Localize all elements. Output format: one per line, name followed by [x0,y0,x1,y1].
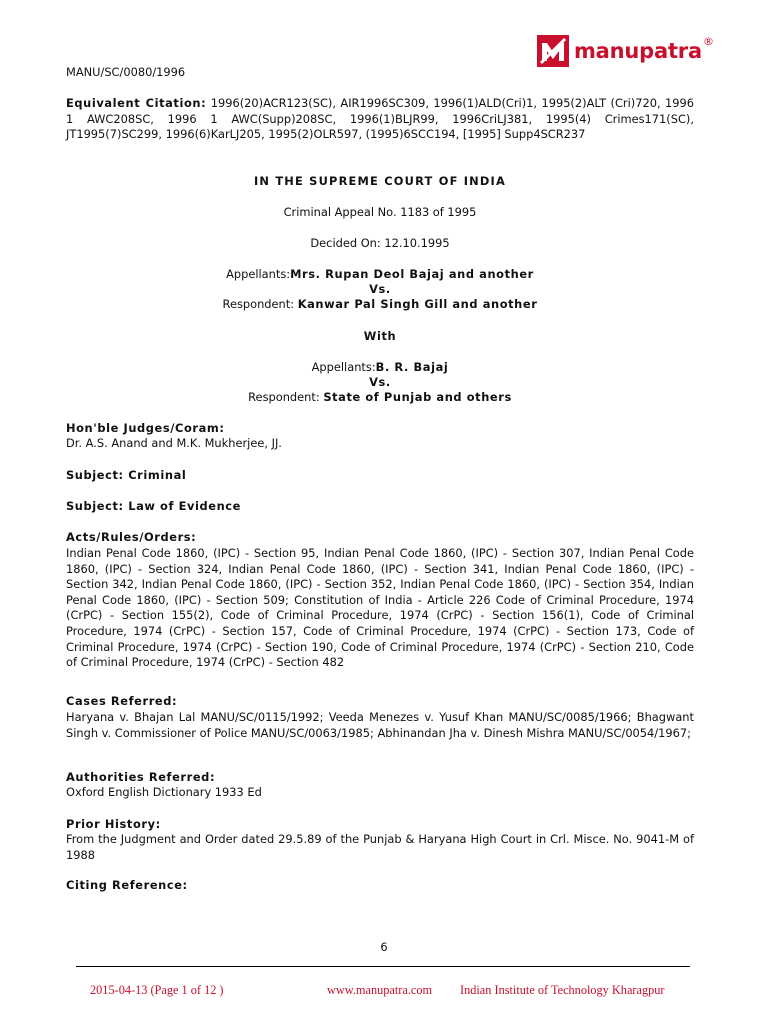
footer-date-page: 2015-04-13 (Page 1 of 12 ) [90,983,224,997]
appellants-label: Appellants: [311,360,376,374]
cases-referred-text: Haryana v. Bhajan Lal MANU/SC/0115/1992; Veeda Menezes v. Yusuf Khan MANU/SC/0085/1966; Bhagwant Singh v. Commissioner of Police MANU/SC/0063/1985; Abhinandan Jha v. Dinesh Mishra MANU/SC/0054/1967; [66,710,694,740]
page-number: 6 [380,940,388,954]
logo-wordmark: manupatra [574,39,702,63]
respondent-label: Respondent: [222,297,298,311]
equivalent-citation-text: 1996(20)ACR123(SC), AIR1996SC309, 1996(1)ALD(Cri)1, 1995(2)ALT (Cri)720, 1996 1 AWC208SC, 1996 1 AWC(Supp)208SC, 1996(1)BLJR99, 1996CriLJ381, 1995(4) Crimes171(SC), JT1995(7)SC299, 1996(6)KarLJ205, 1995(2)OLR597, (1995)6SCC194, [1995] Supp4SCR237 [66,96,694,142]
document-id: MANU/SC/0080/1996 [66,65,186,79]
appellants-line-2 [66,360,694,376]
versus-1: Vs. [369,282,391,296]
manupatra-m-logo-icon [537,35,569,67]
respondent-line-2 [66,390,694,406]
equivalent-citation [66,96,694,143]
equivalent-citation-label: Equivalent Citation: [66,96,207,110]
cases-referred-label: Cases Referred: [66,694,178,708]
acts-text: Indian Penal Code 1860, (IPC) - Section 95, Indian Penal Code 1860, (IPC) - Section 307, Indian Penal Code 1860, (IPC) - Section 324, Indian Penal Code 1860, (IPC) - Section 341, Indian Penal Code 1860, (IPC) - Section 342, Indian Penal Code 1860, (IPC) - Section 352, Indian Penal Code 1860, (IPC) - Section 354, Indian Penal Code 1860, (IPC) - Section 509; Constitution of India - Article 226 Code of Criminal Procedure, 1974 (CrPC) - Section 155(2), Code of Criminal Procedure, 1974 (CrPC) - Section 156(1), Code of Criminal Procedure, 1974 (CrPC) - Section 157, Code of Criminal Procedure, 1974 (CrPC) - Section 173, Code of Criminal Procedure, 1974 (CrPC) - Section 190, Code of Criminal Procedure, 1974 (CrPC) - Section 210, Code of Criminal Procedure, 1974 (CrPC) - Section 482 [66,546,694,670]
judges-names: Dr. A.S. Anand and M.K. Mukherjee, JJ. [66,436,282,450]
appellants-names: Mrs. Rupan Deol Bajaj and another [290,267,534,281]
versus-2: Vs. [369,375,391,389]
respondent-line-1 [66,297,694,313]
respondent-names: Kanwar Pal Singh Gill and another [297,297,538,311]
appellants-label: Appellants: [226,267,291,281]
respondent-label: Respondent: [248,390,324,404]
acts-label: Acts/Rules/Orders: [66,530,197,544]
judges-label: Hon'ble Judges/Coram: [66,421,225,435]
decided-on: Decided On: 12.10.1995 [310,236,450,250]
with-heading: With [363,329,397,343]
court-name: IN THE SUPREME COURT OF INDIA [253,174,507,188]
footer-institution: Indian Institute of Technology Kharagpur [460,983,665,997]
footer-website-link[interactable]: www.manupatra.com [327,983,433,997]
appeal-number: Criminal Appeal No. 1183 of 1995 [283,205,477,219]
prior-history-text: From the Judgment and Order dated 29.5.89 of the Punjab & Haryana High Court in Crl. Misce. No. 9041-M of 1988 [66,832,694,862]
authorities-label: Authorities Referred: [66,770,216,784]
subject-criminal: Subject: Criminal [66,468,187,482]
prior-history-label: Prior History: [66,817,161,831]
manupatra-logo [537,33,714,69]
footer-divider [76,966,690,967]
respondent-names: State of Punjab and others [323,390,512,404]
authorities-text: Oxford English Dictionary 1933 Ed [66,785,262,799]
appellants-line-1 [66,267,694,283]
registered-mark: ® [702,34,714,48]
appellants-names: B. R. Bajaj [375,360,449,374]
citing-reference-label: Citing Reference: [66,878,188,892]
subject-law-of-evidence: Subject: Law of Evidence [66,499,241,513]
